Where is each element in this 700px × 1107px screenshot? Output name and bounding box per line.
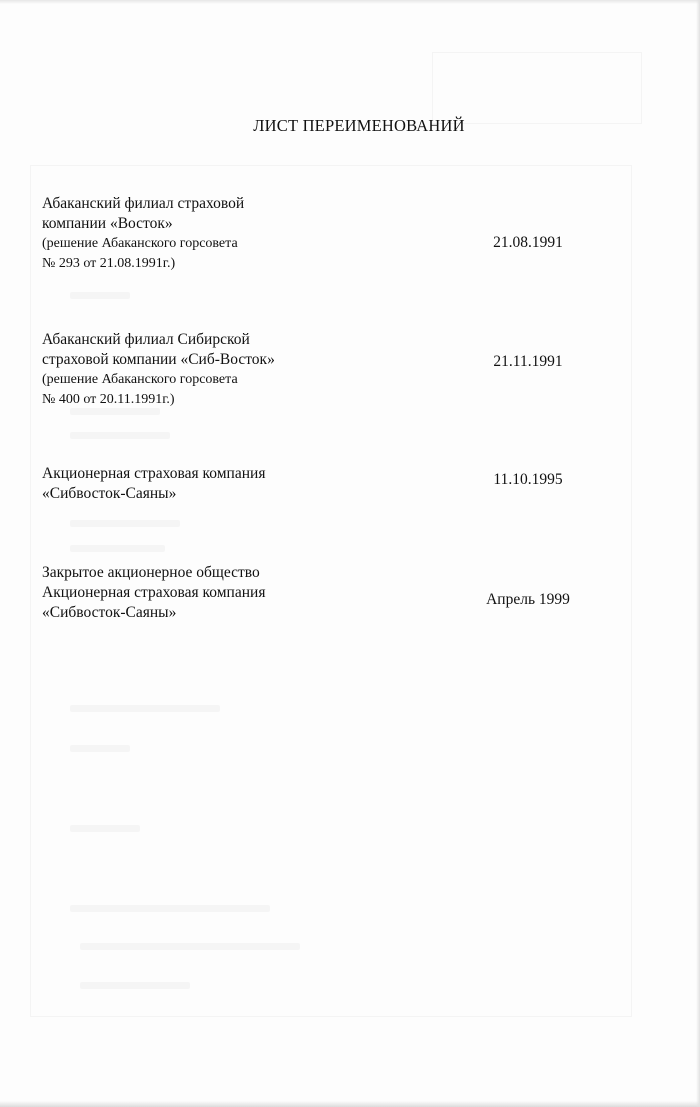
entry-name-line: страховой компании «Сиб-Восток» <box>42 351 275 368</box>
show-through-line <box>80 982 190 989</box>
rename-entry <box>42 464 342 504</box>
show-through-line <box>80 943 300 950</box>
show-through-line <box>70 545 165 552</box>
show-through-box <box>432 52 642 124</box>
entry-name-line: компании «Восток» <box>42 215 173 232</box>
show-through-line <box>70 905 270 912</box>
entry-date: Апрель 1999 <box>486 591 570 608</box>
entry-note-line: № 293 от 21.08.1991г.) <box>42 256 176 271</box>
entry-name-line: «Сибвосток-Саяны» <box>42 604 177 621</box>
entry-name-line: Закрытое акционерное общество <box>42 564 260 581</box>
entry-note-line: (решение Абаканского горсовета <box>42 236 238 251</box>
show-through-line <box>70 825 140 832</box>
entry-date: 11.10.1995 <box>493 471 563 488</box>
entry-name-line: Абаканский филиал Сибирской <box>42 331 250 348</box>
entry-name-line: Акционерная страховая компания <box>42 584 266 601</box>
entry-name-line: Абаканский филиал страховой <box>42 195 245 212</box>
scan-edge-bottom <box>0 1101 700 1107</box>
entry-name-line: Акционерная страховая компания <box>42 465 266 482</box>
show-through-line <box>70 705 220 712</box>
entry-date: 21.11.1991 <box>493 353 563 370</box>
rename-entry <box>42 330 342 410</box>
entry-note-line: (решение Абаканского горсовета <box>42 372 238 387</box>
show-through-line <box>70 745 130 752</box>
show-through-line <box>70 292 130 299</box>
show-through-line <box>70 520 180 527</box>
scan-edge-right <box>696 0 700 1107</box>
rename-entry <box>42 194 342 274</box>
entry-note-line: № 400 от 20.11.1991г.) <box>42 392 175 407</box>
show-through-line <box>70 432 170 439</box>
rename-entry <box>42 563 342 623</box>
entry-name-line: «Сибвосток-Саяны» <box>42 485 177 502</box>
scan-edge-top <box>0 0 700 4</box>
entry-date: 21.08.1991 <box>493 234 563 251</box>
page-title: ЛИСТ ПЕРЕИМЕНОВАНИЙ <box>253 116 465 135</box>
